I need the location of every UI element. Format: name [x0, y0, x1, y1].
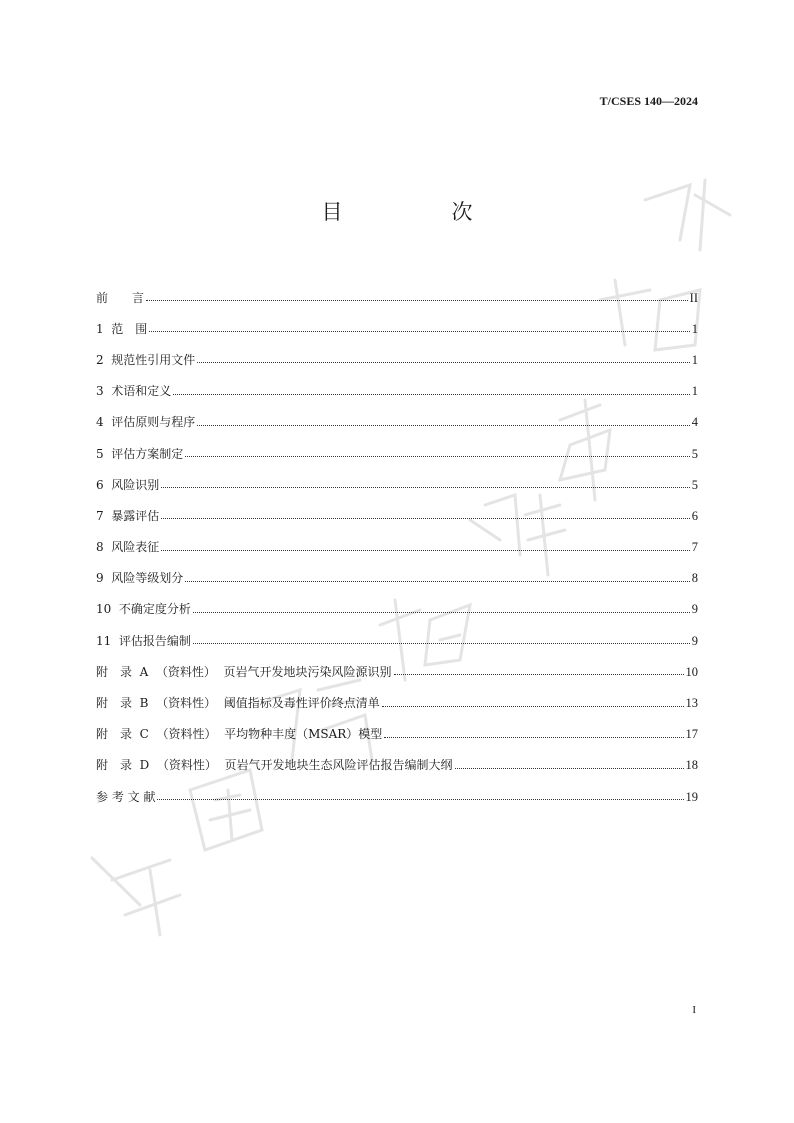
toc-entry-label: 附 录 D （资料性） 页岩气开发地块生态风险评估报告编制大纲: [96, 758, 453, 773]
toc-entry-label: 4 评估原则与程序: [96, 415, 196, 430]
toc-leader-dots: [185, 581, 689, 582]
toc-leader-dots: [193, 612, 690, 613]
toc-entry[interactable]: [96, 594, 698, 625]
toc-entry-page: 13: [685, 696, 698, 711]
toc-entry[interactable]: [96, 781, 698, 812]
toc-entry[interactable]: [96, 500, 698, 531]
toc-entry-page: 7: [691, 540, 698, 555]
toc-entry-page: 18: [685, 758, 698, 773]
toc-entry[interactable]: [96, 282, 698, 313]
toc-leader-dots: [382, 706, 684, 707]
toc-leader-dots: [455, 768, 684, 769]
toc-entry-page: 17: [685, 727, 698, 742]
toc-entry-page: 1: [691, 352, 698, 367]
standard-code: T/CSES 140—2024: [599, 94, 698, 108]
toc-entry[interactable]: [96, 313, 698, 344]
toc-leader-dots: [193, 643, 690, 644]
toc-entry-page: II: [689, 290, 698, 305]
toc-entry-label: 10 不确定度分析: [96, 602, 191, 617]
toc-leader-dots: [197, 425, 689, 426]
toc-entry-label: 前 言: [96, 290, 145, 305]
toc-entry-label: 附 录 B （资料性） 阈值指标及毒性评价终点清单: [96, 696, 380, 711]
toc-entry[interactable]: [96, 563, 698, 594]
page-title: 目 次: [321, 200, 517, 224]
toc-entry-page: 4: [691, 415, 698, 430]
toc-leader-dots: [161, 487, 689, 488]
toc-leader-dots: [185, 456, 689, 457]
toc-entry-label: 7 暴露评估: [96, 508, 160, 523]
toc-leader-dots: [149, 331, 689, 332]
toc-leader-dots: [394, 674, 684, 675]
toc-entry[interactable]: [96, 719, 698, 750]
toc-entry-label: 11 评估报告编制: [96, 633, 191, 648]
toc-leader-dots: [146, 300, 688, 301]
toc-entry[interactable]: [96, 687, 698, 718]
toc-entry-page: 5: [691, 477, 698, 492]
toc-entry-label: 6 风险识别: [96, 477, 160, 492]
toc-entry-page: 10: [685, 664, 698, 679]
toc-entry[interactable]: [96, 750, 698, 781]
toc-entry-label: 5 评估方案制定: [96, 446, 184, 461]
toc-entry-label: 1 范 围: [96, 321, 148, 336]
toc-leader-dots: [157, 799, 683, 800]
toc-entry[interactable]: [96, 625, 698, 656]
toc-entry-label: 8 风险表征: [96, 540, 160, 555]
toc-entry-page: 9: [691, 633, 698, 648]
toc-entry[interactable]: [96, 344, 698, 375]
toc-entry-label: 9 风险等级划分: [96, 571, 184, 586]
toc-entry-page: 1: [691, 384, 698, 399]
toc-entry[interactable]: [96, 469, 698, 500]
toc-leader-dots: [197, 362, 689, 363]
table-of-contents: [96, 282, 698, 812]
toc-entry-label: 2 规范性引用文件: [96, 352, 196, 367]
toc-entry[interactable]: [96, 407, 698, 438]
toc-leader-dots: [173, 394, 689, 395]
toc-entry[interactable]: [96, 438, 698, 469]
toc-entry[interactable]: [96, 532, 698, 563]
toc-entry-label: 3 术语和定义: [96, 384, 172, 399]
toc-entry-page: 8: [691, 571, 698, 586]
toc-entry[interactable]: [96, 376, 698, 407]
toc-entry-page: 9: [691, 602, 698, 617]
toc-entry-label: 附 录 C （资料性） 平均物种丰度（MSAR）模型: [96, 727, 383, 742]
toc-entry-page: 6: [691, 508, 698, 523]
toc-entry-page: 1: [691, 321, 698, 336]
page-number: I: [692, 1004, 696, 1016]
toc-leader-dots: [161, 518, 689, 519]
toc-leader-dots: [384, 737, 683, 738]
toc-entry-label: 附 录 A （资料性） 页岩气开发地块污染风险源识别: [96, 664, 392, 679]
toc-leader-dots: [161, 550, 689, 551]
toc-entry[interactable]: [96, 656, 698, 687]
toc-entry-page: 5: [691, 446, 698, 461]
toc-entry-page: 19: [685, 789, 698, 804]
toc-entry-label: 参 考 文 献: [96, 789, 156, 804]
